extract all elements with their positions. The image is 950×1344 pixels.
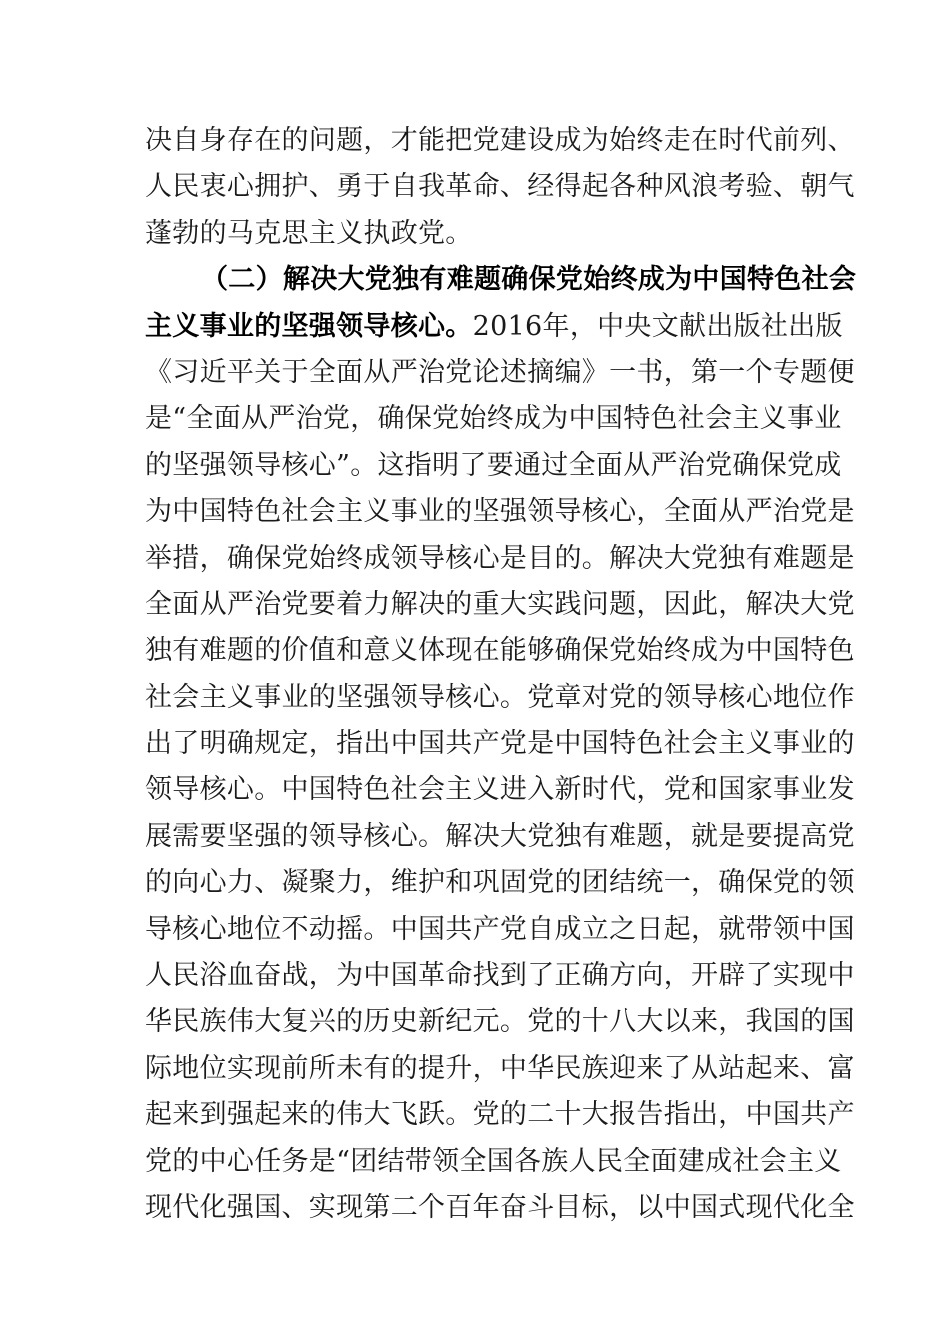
text-line-19 — [145, 953, 855, 999]
line-text: 现代化强国、实现第二个百年奋斗目标，以中国式现代化全 — [145, 1191, 855, 1223]
text-line-22 — [145, 1092, 855, 1138]
text-line-24 — [145, 1185, 855, 1231]
text-line-17 — [145, 860, 855, 906]
text-line-23 — [145, 1139, 842, 1185]
line-text: 全面从严治党要着力解决的重大实践问题，因此，解决大党 — [145, 588, 855, 620]
text-line-1 — [145, 118, 855, 164]
text-line-3 — [145, 211, 815, 257]
line-text: 独有难题的价值和意义体现在能够确保党始终成为中国特色 — [145, 635, 855, 667]
line-text: 人民衷心拥护、勇于自我革命、经得起各种风浪考验、朝气 — [145, 171, 855, 203]
section-heading-continued: 主义事业的坚强领导核心。 — [145, 310, 473, 342]
text-line-15 — [145, 767, 855, 813]
line-text: 决自身存在的问题，才能把党建设成为始终走在时代前列、 — [145, 125, 855, 156]
line-text: 举措，确保党始终成领导核心是目的。解决大党独有难题是 — [145, 542, 855, 574]
line-text: 的向心力、凝聚力，维护和巩固党的团结统一，确保党的领 — [145, 867, 855, 899]
text-line-18 — [145, 907, 855, 953]
text-line-6 — [145, 350, 855, 396]
line-text: 为中国特色社会主义事业的坚强领导核心，全面从严治党是 — [145, 496, 855, 528]
section-heading-line-2 — [145, 304, 843, 350]
line-text: 华民族伟大复兴的历史新纪元。党的十八大以来，我国的国 — [145, 1006, 855, 1038]
line-text: 的坚强领导核心”。这指明了要通过全面从严治党确保党成 — [145, 449, 842, 481]
text-line-21 — [145, 1046, 855, 1092]
line-text: 人民浴血奋战，为中国革命找到了正确方向，开辟了实现中 — [145, 960, 855, 992]
text-line-13 — [145, 675, 855, 721]
text-line-16 — [145, 814, 855, 860]
text-line-11 — [145, 582, 855, 628]
line-text: 社会主义事业的坚强领导核心。党章对党的领导核心地位作 — [145, 681, 855, 713]
line-text: 蓬勃的马克思主义执政党。 — [145, 217, 473, 249]
section-heading-line-1 — [145, 257, 857, 303]
text-line-10 — [145, 536, 855, 582]
line-text: 《习近平关于全面从严治党论述摘编》一书，第一个专题便 — [145, 356, 855, 388]
line-text: 出了明确规定，指出中国共产党是中国特色社会主义事业的 — [145, 728, 855, 760]
line-text: 起来到强起来的伟大飞跃。党的二十大报告指出，中国共产 — [145, 1099, 855, 1131]
line-text: 是“全面从严治党，确保党始终成为中国特色社会主义事业 — [145, 403, 842, 435]
section-heading: （二）解决大党独有难题确保党始终成为中国特色社会 — [201, 264, 857, 296]
line-text: 党的中心任务是“团结带领全国各族人民全面建成社会主义 — [145, 1145, 842, 1177]
document-body — [145, 118, 857, 1231]
line-text: 展需要坚强的领导核心。解决大党独有难题，就是要提高党 — [145, 820, 855, 852]
text-line-12 — [145, 628, 855, 674]
text-line-14 — [145, 721, 855, 767]
line-text: 导核心地位不动摇。中国共产党自成立之日起，就带领中国 — [145, 913, 855, 945]
line-text: 际地位实现前所未有的提升，中华民族迎来了从站起来、富 — [145, 1052, 855, 1084]
text-line-8 — [145, 443, 842, 489]
line-text: 领导核心。中国特色社会主义进入新时代，党和国家事业发 — [145, 774, 855, 806]
text-line-20 — [145, 999, 855, 1045]
text-line-9 — [145, 489, 855, 535]
text-line-7 — [145, 396, 842, 442]
text-line-2 — [145, 164, 855, 210]
line-text: 2016年，中央文献出版社出版 — [472, 310, 843, 342]
